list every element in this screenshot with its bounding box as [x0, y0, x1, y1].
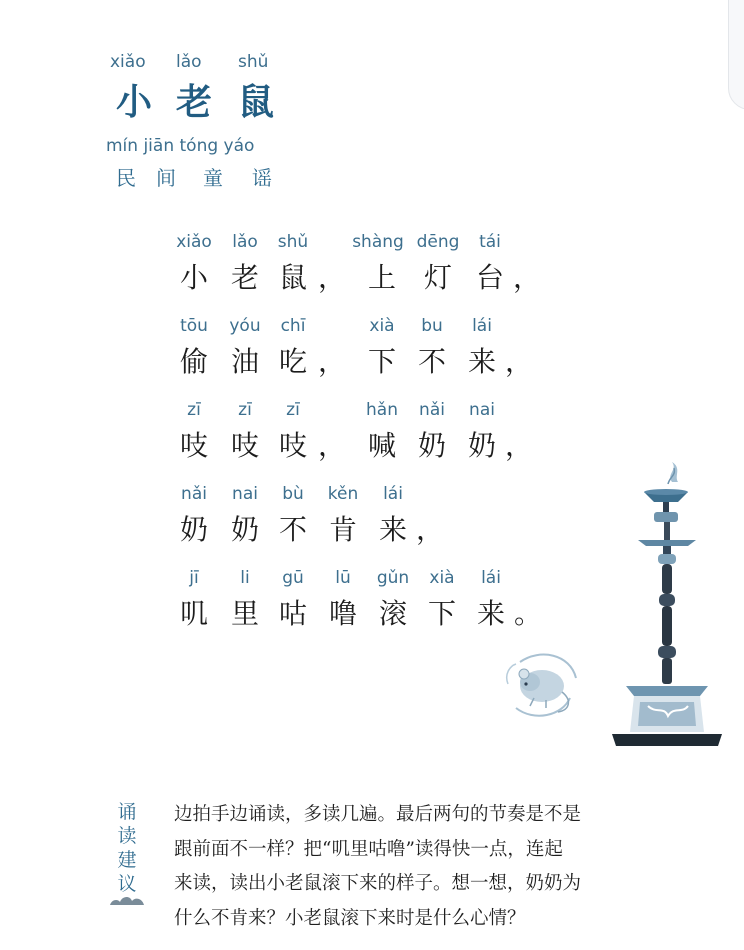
char: 老 — [230, 261, 260, 294]
char: 不 — [278, 513, 308, 546]
pinyin: gǔn — [376, 568, 410, 588]
char: 奶 — [467, 429, 497, 462]
pinyin: bu — [421, 316, 443, 336]
char: 里 — [230, 597, 260, 630]
pinyin: nǎi — [419, 400, 445, 420]
pinyin: chī — [280, 316, 306, 336]
char: 鼠 — [278, 261, 308, 294]
pinyin: gū — [282, 568, 304, 588]
char: 来 — [467, 345, 497, 378]
page-corner-tab — [728, 0, 744, 110]
title-pinyin-3: shǔ — [238, 52, 269, 72]
advice-line: 什么不肯来？小老鼠滚下来时是什么心情？ — [174, 907, 526, 929]
mouse-illustration — [500, 644, 582, 726]
verse-line-5 — [168, 568, 568, 652]
char: 吱 — [230, 429, 260, 462]
pinyin: lái — [472, 316, 492, 336]
pinyin: bù — [282, 484, 304, 504]
pinyin: zī — [238, 400, 252, 420]
char: 奶 — [230, 513, 260, 546]
subtitle-pinyin: mín jiān tóng yáo — [106, 136, 255, 156]
advice-label-char: 议 — [117, 873, 137, 895]
verse-line-3 — [168, 400, 568, 484]
pinyin: nai — [232, 484, 258, 504]
char: 喊 — [367, 429, 397, 462]
period: 。 — [514, 597, 543, 630]
title-char-2: 老 — [176, 81, 213, 123]
char: 吃 — [278, 345, 308, 378]
subtitle — [106, 162, 286, 192]
subtitle-char-1: 民 — [116, 166, 136, 190]
cloud-icon — [108, 893, 148, 907]
comma: ， — [513, 261, 542, 294]
pinyin: zī — [187, 400, 201, 420]
char: 叽 — [179, 597, 209, 630]
char: 偷 — [179, 345, 209, 378]
char: 小 — [179, 261, 209, 294]
verse-line-1 — [168, 232, 568, 316]
advice-label-char: 建 — [117, 849, 137, 871]
pinyin: li — [240, 568, 250, 588]
char: 噜 — [328, 597, 358, 630]
subtitle-char-2: 间 — [156, 166, 176, 190]
pinyin: shǔ — [277, 232, 309, 252]
char: 来 — [378, 513, 408, 546]
pinyin: lū — [335, 568, 351, 588]
reading-advice-text — [174, 798, 674, 936]
char: 上 — [367, 261, 397, 294]
pinyin: nai — [469, 400, 495, 420]
subtitle-char-3: 童 — [203, 166, 223, 190]
char: 吱 — [179, 429, 209, 462]
poem — [168, 232, 568, 652]
pinyin: hǎn — [366, 400, 398, 420]
char: 不 — [417, 345, 447, 378]
oil-lamp-illustration — [608, 456, 730, 751]
pinyin: jī — [189, 568, 199, 588]
pinyin: yóu — [229, 316, 261, 336]
pinyin: xià — [429, 568, 455, 588]
pinyin: kěn — [327, 484, 359, 504]
pinyin: tái — [479, 232, 501, 252]
pinyin: dēng — [416, 232, 460, 252]
char: 油 — [230, 345, 260, 378]
verse-line-4 — [168, 484, 568, 568]
pinyin: xià — [369, 316, 395, 336]
reading-advice-label — [112, 800, 142, 896]
advice-line: 来读，读出小老鼠滚下来的样子。想一想，奶奶为 — [174, 873, 582, 894]
char: 奶 — [179, 513, 209, 546]
comma: ， — [318, 261, 347, 294]
title-char-1: 小 — [116, 81, 153, 123]
comma: ， — [416, 513, 445, 546]
char: 下 — [427, 597, 457, 630]
char: 滚 — [378, 597, 408, 630]
pinyin: lái — [383, 484, 403, 504]
char: 肯 — [328, 513, 358, 546]
char: 下 — [367, 345, 397, 378]
pinyin: zī — [286, 400, 300, 420]
pinyin: shàng — [352, 232, 404, 252]
advice-line: 边拍手边诵读，多读几遍。最后两句的节奏是不是 — [174, 804, 582, 825]
title-pinyin-1: xiǎo — [110, 52, 146, 72]
subtitle-char-4: 谣 — [252, 166, 272, 190]
title-char-3: 鼠 — [238, 81, 275, 123]
comma: ， — [318, 345, 347, 378]
char: 灯 — [423, 261, 453, 294]
pinyin: xiǎo — [176, 232, 212, 252]
char: 台 — [475, 261, 505, 294]
comma: ， — [505, 429, 534, 462]
pinyin: lái — [481, 568, 501, 588]
comma: ， — [318, 429, 347, 462]
title-pinyin-2: lǎo — [176, 52, 202, 72]
advice-label-char: 诵 — [117, 801, 137, 823]
char: 咕 — [278, 597, 308, 630]
advice-line: 跟前面不一样？把“叽里咕噜”读得快一点，连起 — [174, 838, 563, 860]
char: 吱 — [278, 429, 308, 462]
pinyin: lǎo — [232, 232, 258, 252]
advice-label-char: 读 — [117, 825, 137, 847]
char: 奶 — [417, 429, 447, 462]
char: 来 — [476, 597, 506, 630]
pinyin: nǎi — [181, 484, 207, 504]
comma: ， — [505, 345, 534, 378]
verse-line-2 — [168, 316, 568, 400]
pinyin: tōu — [180, 316, 208, 336]
